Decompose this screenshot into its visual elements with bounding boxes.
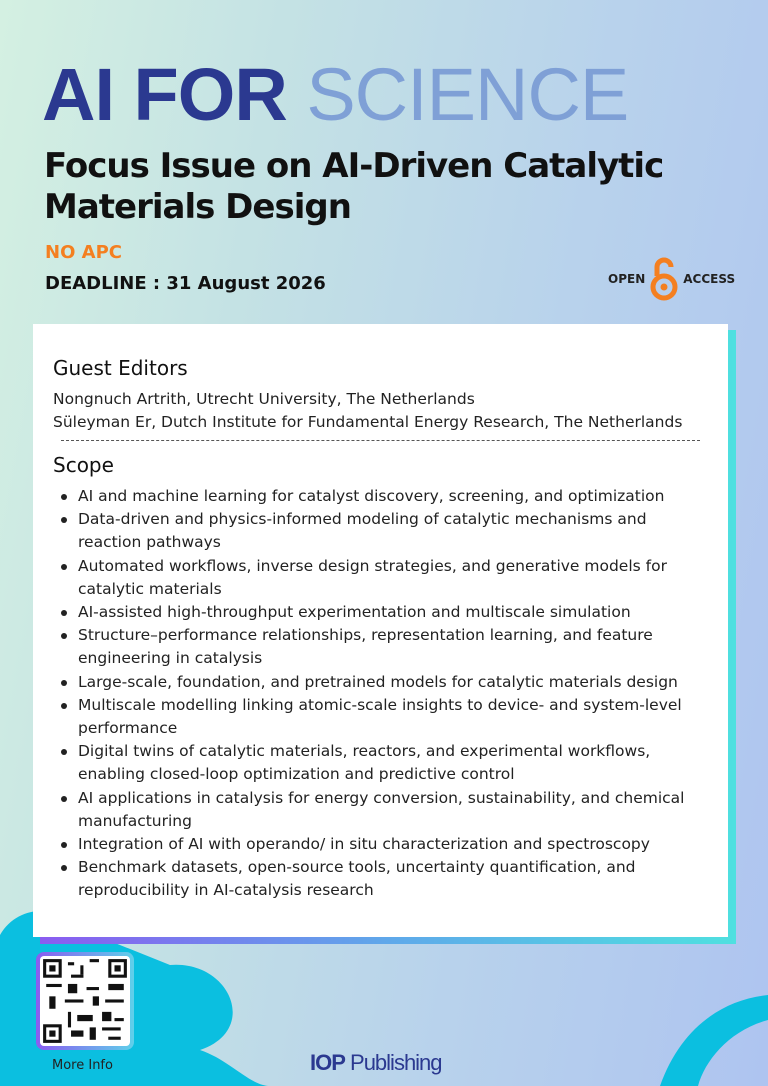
list-item: Automated workflows, inverse design strategies, and generative models for catalytic materials	[53, 555, 708, 601]
list-item: AI and machine learning for catalyst discovery, screening, and optimization	[53, 485, 708, 508]
arc-shape-right	[660, 995, 768, 1086]
list-item: Data-driven and physics-informed modeling of catalytic mechanisms and reaction pathways	[53, 508, 708, 554]
qr-pattern	[40, 956, 130, 1046]
deadline: DEADLINE : 31 August 2026	[45, 273, 326, 294]
list-item: Structure–performance relationships, representation learning, and feature engineering in catalysis	[53, 624, 708, 670]
journal-title: AI FOR SCIENCE	[42, 53, 629, 136]
open-lock-icon	[649, 256, 679, 302]
editor: Süleyman Er, Dutch Institute for Fundamental Energy Research, The Netherlands	[53, 413, 683, 431]
access-label: ACCESS	[683, 272, 736, 286]
list-item: Multiscale modelling linking atomic-scale insights to device- and system-level performance	[53, 694, 708, 740]
scope-heading: Scope	[53, 453, 114, 477]
list-item: AI applications in catalysis for energy conversion, sustainability, and chemical manufacturing	[53, 787, 708, 833]
editor: Nongnuch Artrith, Utrecht University, The Netherlands	[53, 390, 475, 408]
publisher-logo: IOP Publishing	[310, 1050, 442, 1075]
scope-list	[53, 485, 708, 903]
list-item: Benchmark datasets, open-source tools, uncertainty quantification, and reproducibility in AI-catalysis research	[53, 856, 708, 902]
no-apc-label: NO APC	[45, 242, 122, 263]
qr-code[interactable]	[36, 952, 134, 1050]
content-card	[33, 324, 728, 937]
issue-title: Focus Issue on AI-Driven Catalytic Materials Design	[44, 146, 664, 227]
list-item: AI-assisted high-throughput experimentation and multiscale simulation	[53, 601, 708, 624]
list-item: Integration of AI with operando/ in situ characterization and spectroscopy	[53, 833, 708, 856]
open-label: OPEN	[608, 272, 646, 286]
list-item: Digital twins of catalytic materials, reactors, and experimental workflows, enabling closed-loop optimization and predictive control	[53, 740, 708, 786]
divider	[61, 440, 700, 441]
guest-editors-heading: Guest Editors	[53, 356, 188, 380]
more-info-link[interactable]: More Info	[52, 1058, 113, 1073]
open-access-logo	[608, 256, 735, 302]
list-item: Large-scale, foundation, and pretrained models for catalytic materials design	[53, 671, 708, 694]
